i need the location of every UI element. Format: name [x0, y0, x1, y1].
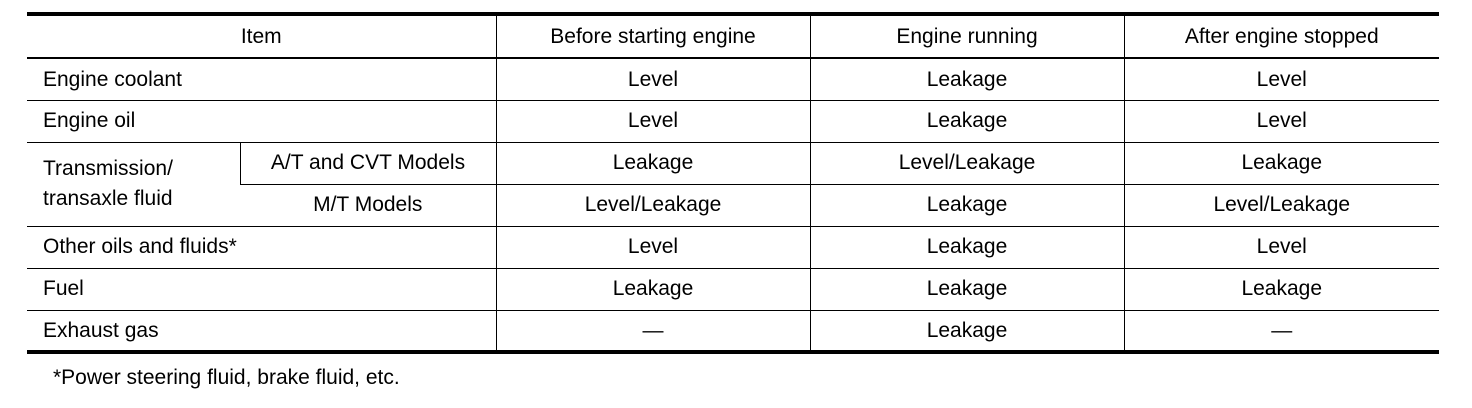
- row-engine-coolant: [27, 58, 1439, 100]
- header-row: [27, 14, 1439, 58]
- cell-running: Leakage: [810, 310, 1124, 352]
- header-engine-running: Engine running: [810, 14, 1124, 58]
- row-label: Exhaust gas: [27, 310, 496, 352]
- header-item: Item: [27, 14, 496, 58]
- row-sublabel: M/T Models: [240, 184, 496, 226]
- row-engine-oil: [27, 100, 1439, 142]
- cell-after: Leakage: [1124, 142, 1439, 184]
- row-label: Engine oil: [27, 100, 496, 142]
- row-sublabel: A/T and CVT Models: [240, 142, 496, 184]
- header-after-engine-stopped: After engine stopped: [1124, 14, 1439, 58]
- cell-running: Leakage: [810, 226, 1124, 268]
- cell-before: Level: [496, 226, 810, 268]
- cell-before: Level/Leakage: [496, 184, 810, 226]
- inspection-table: [27, 12, 1439, 354]
- row-label-transmission: Transmission/ transaxle fluid: [27, 142, 240, 226]
- cell-before: Leakage: [496, 268, 810, 310]
- cell-after: Level: [1124, 100, 1439, 142]
- row-fuel: [27, 268, 1439, 310]
- cell-after: Level: [1124, 58, 1439, 100]
- cell-before: Leakage: [496, 142, 810, 184]
- cell-running: Level/Leakage: [810, 142, 1124, 184]
- row-label: Other oils and fluids*: [27, 226, 496, 268]
- cell-before: —: [496, 310, 810, 352]
- row-label: Fuel: [27, 268, 496, 310]
- cell-after: Level: [1124, 226, 1439, 268]
- footnote: *Power steering fluid, brake fluid, etc.: [53, 366, 400, 389]
- cell-running: Leakage: [810, 58, 1124, 100]
- cell-after: Level/Leakage: [1124, 184, 1439, 226]
- row-transmission-at-cvt: [27, 142, 1439, 184]
- cell-before: Level: [496, 100, 810, 142]
- row-other-oils-fluids: [27, 226, 1439, 268]
- cell-after: —: [1124, 310, 1439, 352]
- cell-running: Leakage: [810, 184, 1124, 226]
- cell-running: Leakage: [810, 100, 1124, 142]
- row-label: Engine coolant: [43, 67, 182, 91]
- header-before-starting-engine: Before starting engine: [496, 14, 810, 58]
- row-exhaust-gas: [27, 310, 1439, 352]
- cell-after: Leakage: [1124, 268, 1439, 310]
- cell-running: Leakage: [810, 268, 1124, 310]
- cell-before: Level: [496, 58, 810, 100]
